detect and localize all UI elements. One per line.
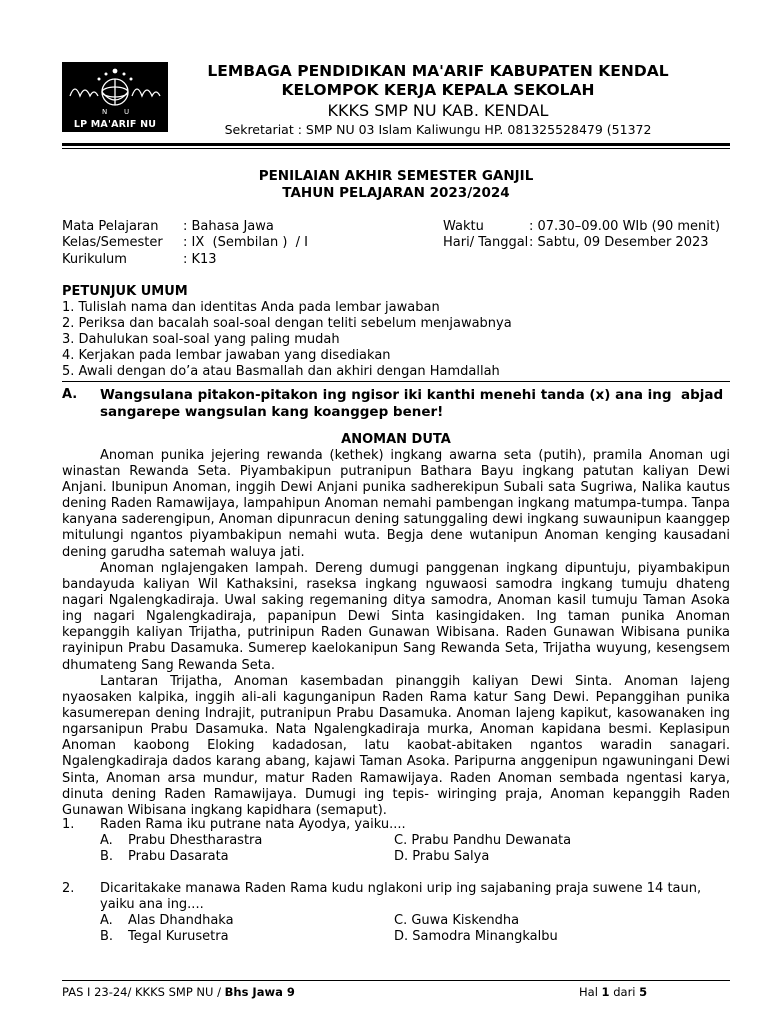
option-text: Prabu Pandhu Dewanata [411,833,572,848]
instruction-item: 3. Dahulukan soal-soal yang paling mudah [62,332,340,347]
question-number: 1. [62,817,75,832]
time-label: Waktu [443,219,484,234]
kkks-name: KKKS SMP NU KAB. KENDAL [327,101,549,120]
curriculum-value: : K13 [183,252,217,267]
option-letter: D. [394,849,409,864]
instruction-item: 4. Kerjakan pada lembar jawaban yang disediakan [62,348,391,363]
page-prefix: Hal [579,985,602,999]
question-text: Dicaritakake manawa Raden Rama kudu nglakoni urip ing sajabaning praja suwene 14 taun, yaiku ana ing.... [100,881,702,912]
instruction-item: 5. Awali dengan do’a atau Basmallah dan akhiri dengan Hamdallah [62,364,500,379]
option-a[interactable] [100,913,234,928]
lp-maarif-nu-logo [62,62,168,132]
option-letter: A. [100,833,113,848]
option-letter: C. [394,913,408,928]
section-divider [62,381,730,382]
section-a-instruction-line2: sangarepe wangsulan kang koanggep bener! [100,404,444,420]
question-number: 2. [62,881,75,896]
story-title: ANOMAN DUTA [341,432,451,447]
option-text: Prabu Dhestharastra [128,833,263,848]
section-a-letter: A. [62,387,78,402]
option-b[interactable] [100,849,229,864]
footer-doc-code [62,985,295,999]
svg-text:U: U [124,108,130,116]
story-paragraph-1: Anoman punika jejering rewanda (kethek) ingkang awarna seta (putih), pramila Anoman ugi winastan Rewanda Seta. Piyambakipun putranipun Bathara Bayu ingkang patutan kaliyan Dewi Anjani. Ibunipun Anoman, inggih Dewi Anjani punika sadherekipun Subali sata Sugriwa, Nalika kautus dening Raden Ramawijaya, lampahipun Anoman nemahi pambengan ingkang matumpa-tumpa. Tanpa kanyana saderengipun, Anoman dipunracun dening satunggaling dewi ingkang suwaunipun kaanggep mitulungi ngantos piyambakipun nemahi wuta. Begja dene wutanipun Anoman kenging kausadani dening garudha satemah waluya jati. [62,448,730,560]
option-letter: B. [100,849,114,864]
option-letter: D. [394,929,409,944]
option-text: Alas Dhandhaka [128,913,234,928]
option-letter: A. [100,913,113,928]
option-text: Guwa Kiskendha [411,913,520,928]
option-letter: C. [394,833,408,848]
option-c[interactable] [394,833,571,848]
class-label: Kelas/Semester [62,235,163,250]
nu-emblem-icon [62,62,168,120]
option-a[interactable] [100,833,262,848]
footer-code-text: PAS I 23-24/ KKKS SMP NU / [62,985,225,999]
working-group-name: KELOMPOK KERJA KEPALA SEKOLAH [281,81,595,99]
secretariat-address: Sekretariat : SMP NU 03 Islam Kaliwungu HP. 081325528479 (51372 [224,122,652,137]
story-paragraph-3: Lantaran Trijatha, Anoman kasembadan pinanggih kaliyan Dewi Sinta. Anoman lajeng nyaosaken kalpika, inggih ali-ali kagunganipun Raden Rama katur Sang Dewi. Pepanggihan punika kasumerepan dening Indrajit, putranipun Prabu Dasamuka. Anoman lajeng kapikut, kasowanaken ing ngarsanipun Prabu Dasamuka. Nata Ngalengkadiraja murka, Anoman kapidana besmi. Keplasipun Anoman kaobong Eloking kadadosan, latu kaobat-abitaken ngantos waradin sanagari. Ngalengkadiraja dados karang abang, kajawi Taman Asoka. Paripurna anggenipun ngawuningani Dewi Sinta, Anoman arsa mundur, matur Raden Ramawijaya. Raden Anoman sembada ngentasi karya, dinuta dening Raden Ramawijaya. Dumugi ing tepis- wiringing praja, Anoman kepanggih Raden Gunawan Wibisana ingkang kapidhara (semaput). [62,674,730,818]
header-divider-thick [62,143,730,146]
date-label: Hari/ Tanggal [443,235,529,250]
page-middle: dari [609,985,640,999]
option-text: Prabu Dasarata [128,849,229,864]
page-total: 5 [639,985,648,999]
option-text: Samodra Minangkalbu [412,929,558,944]
academic-year: TAHUN PELAJARAN 2023/2024 [282,185,510,201]
option-d[interactable] [394,849,489,864]
option-text: Tegal Kurusetra [128,929,229,944]
option-letter: B. [100,929,114,944]
instructions-heading: PETUNJUK UMUM [62,284,188,299]
subject-value: : Bahasa Jawa [183,219,274,234]
curriculum-label: Kurikulum [62,252,127,267]
date-value: : Sabtu, 09 Desember 2023 [529,235,709,250]
instruction-item: 2. Periksa dan bacalah soal-soal dengan teliti sebelum menjawabnya [62,316,512,331]
class-value: : IX (Sembilan ) / I [183,235,308,250]
question-text: Raden Rama iku putrane nata Ayodya, yaiku.... [100,817,406,832]
option-b[interactable] [100,929,229,944]
header-divider-thin [62,148,730,149]
instruction-item: 1. Tulislah nama dan identitas Anda pada lembar jawaban [62,300,440,315]
section-a-instruction-line1: Wangsulana pitakon-pitakon ing ngisor iki kanthi menehi tanda (x) ana ing abjad [100,387,724,403]
footer-subject: Bhs Jawa 9 [224,985,295,999]
footer-page-number [579,985,647,999]
option-text: Prabu Salya [412,849,490,864]
institution-name: LEMBAGA PENDIDIKAN MA'ARIF KABUPATEN KENDAL [207,62,669,80]
subject-label: Mata Pelajaran [62,219,159,234]
svg-text:N: N [102,108,108,116]
option-d[interactable] [394,929,558,944]
footer-divider [62,980,730,981]
option-c[interactable] [394,913,519,928]
time-value: : 07.30–09.00 WIb (90 menit) [529,219,721,234]
exam-title: PENILAIAN AKHIR SEMESTER GANJIL [258,168,534,184]
story-paragraph-2: Anoman nglajengaken lampah. Dereng dumugi panggenan ingkang dipuntuju, piyambakipun bandayuda kaliyan Wil Kathaksini, raseksa ingkang nguwaosi samodra ingkang tumuju dhateng nagari Ngalengkadiraja. Uwal saking regemaning ditya samodra, Anoman kasil tumuju Taman Asoka ing nagari Ngalengkadiraja, papanipun Dewi Sinta kasingidaken. Ing taman punika Anoman kepanggih kaliyan Trijatha, putrinipun Raden Gunawan Wibisana. Raden Gunawan Wibisana punika rayinipun Prabu Dasamuka. Sumerep kaelokanipun Sang Rewanda Seta, Trijatha wuyung, kesengsem dhumateng Sang Rewanda Seta. [62,561,730,673]
logo-label: LP MA'ARIF NU [73,119,157,130]
page-current: 1 [601,985,610,999]
